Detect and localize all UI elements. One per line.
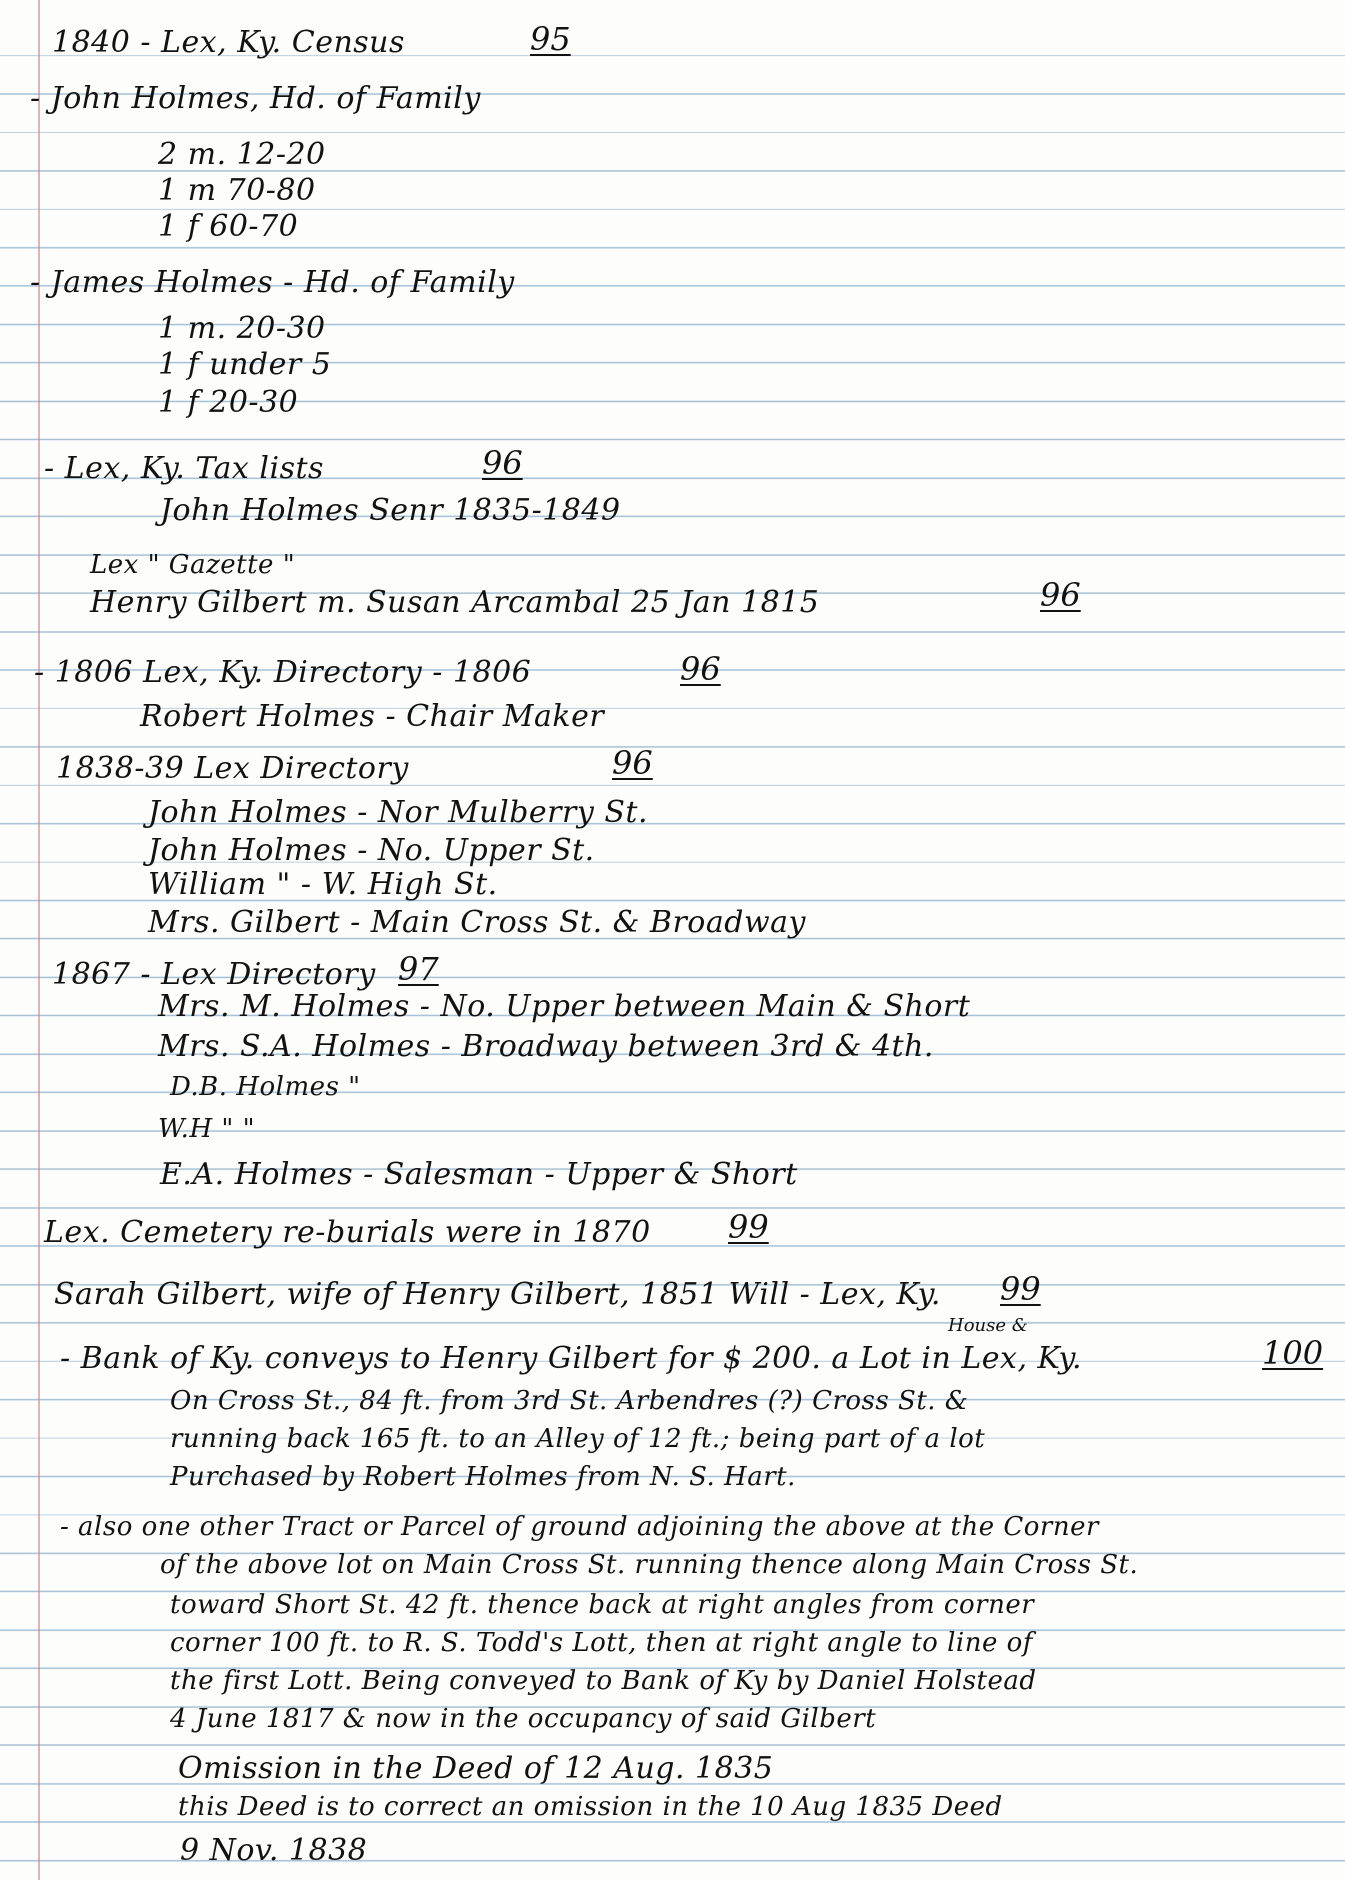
note-line: - Lex, Ky. Tax lists xyxy=(44,451,324,486)
note-line: corner 100 ft. to R. S. Todd's Lott, then at right angle to line of xyxy=(170,1628,1033,1658)
page-reference: 96 xyxy=(680,650,721,688)
note-line: Lex " Gazette " xyxy=(90,550,296,580)
page-reference: 100 xyxy=(1262,1334,1324,1372)
note-line: 1 f under 5 xyxy=(158,347,332,382)
note-line: 9 Nov. 1838 xyxy=(180,1833,368,1868)
note-line: - John Holmes, Hd. of Family xyxy=(30,81,481,116)
note-line: W.H " " xyxy=(158,1114,256,1144)
note-line: Henry Gilbert m. Susan Arcambal 25 Jan 1815 xyxy=(90,585,820,620)
note-line: D.B. Holmes " xyxy=(170,1072,361,1102)
page-reference: 96 xyxy=(1040,576,1081,614)
note-line: Mrs. Gilbert - Main Cross St. & Broadway xyxy=(148,905,806,940)
page-reference: 96 xyxy=(482,444,523,482)
note-line: On Cross St., 84 ft. from 3rd St. Arbendres (?) Cross St. & xyxy=(170,1386,969,1416)
page-reference: 96 xyxy=(612,744,653,782)
note-line: Lex. Cemetery re-burials were in 1870 xyxy=(44,1215,651,1250)
note-line: toward Short St. 42 ft. thence back at right angles from corner xyxy=(170,1590,1035,1620)
page-reference: 99 xyxy=(728,1208,769,1246)
note-line: John Holmes - No. Upper St. xyxy=(148,833,595,868)
note-line: Mrs. S.A. Holmes - Broadway between 3rd & 4th. xyxy=(158,1029,934,1064)
note-line: - James Holmes - Hd. of Family xyxy=(30,265,515,300)
note-line: the first Lott. Being conveyed to Bank of Ky by Daniel Holstead xyxy=(170,1666,1037,1696)
note-line: 2 m. 12-20 xyxy=(158,137,326,172)
note-line: - Bank of Ky. conveys to Henry Gilbert for $ 200. a Lot in Lex, Ky. xyxy=(60,1341,1083,1376)
note-line: 1 m 70-80 xyxy=(158,173,316,208)
page-reference: 95 xyxy=(530,20,571,58)
note-line: 1 f 60-70 xyxy=(158,209,299,244)
note-line: 1 m. 20-30 xyxy=(158,311,326,346)
note-line: 1867 - Lex Directory xyxy=(52,957,376,992)
note-line: William " - W. High St. xyxy=(148,867,498,902)
note-line: Mrs. M. Holmes - No. Upper between Main & Short xyxy=(158,989,971,1024)
note-line: Omission in the Deed of 12 Aug. 1835 xyxy=(178,1751,774,1786)
note-line: John Holmes - Nor Mulberry St. xyxy=(148,795,648,830)
page-reference: 97 xyxy=(398,950,439,988)
note-line: E.A. Holmes - Salesman - Upper & Short xyxy=(160,1157,798,1192)
note-line: Purchased by Robert Holmes from N. S. Hart. xyxy=(170,1462,796,1492)
note-line: John Holmes Senr 1835-1849 xyxy=(160,493,621,528)
note-line: - also one other Tract or Parcel of ground adjoining the above at the Corner xyxy=(60,1512,1099,1542)
note-line: 1 f 20-30 xyxy=(158,385,299,420)
note-line: running back 165 ft. to an Alley of 12 ft.; being part of a lot xyxy=(170,1424,986,1454)
note-line: Sarah Gilbert, wife of Henry Gilbert, 1851 Will - Lex, Ky. xyxy=(54,1277,941,1312)
note-line: this Deed is to correct an omission in the 10 Aug 1835 Deed xyxy=(178,1792,1003,1822)
note-line: 1840 - Lex, Ky. Census xyxy=(52,25,405,60)
page-reference: 99 xyxy=(1000,1270,1041,1308)
note-line: Robert Holmes - Chair Maker xyxy=(140,699,605,734)
note-line: of the above lot on Main Cross St. running thence along Main Cross St. xyxy=(160,1550,1139,1580)
note-line: 4 June 1817 & now in the occupancy of said Gilbert xyxy=(170,1704,877,1734)
note-line: - 1806 Lex, Ky. Directory - 1806 xyxy=(34,655,532,690)
note-line: 1838-39 Lex Directory xyxy=(56,751,409,786)
insertion-note: House & xyxy=(948,1315,1028,1336)
